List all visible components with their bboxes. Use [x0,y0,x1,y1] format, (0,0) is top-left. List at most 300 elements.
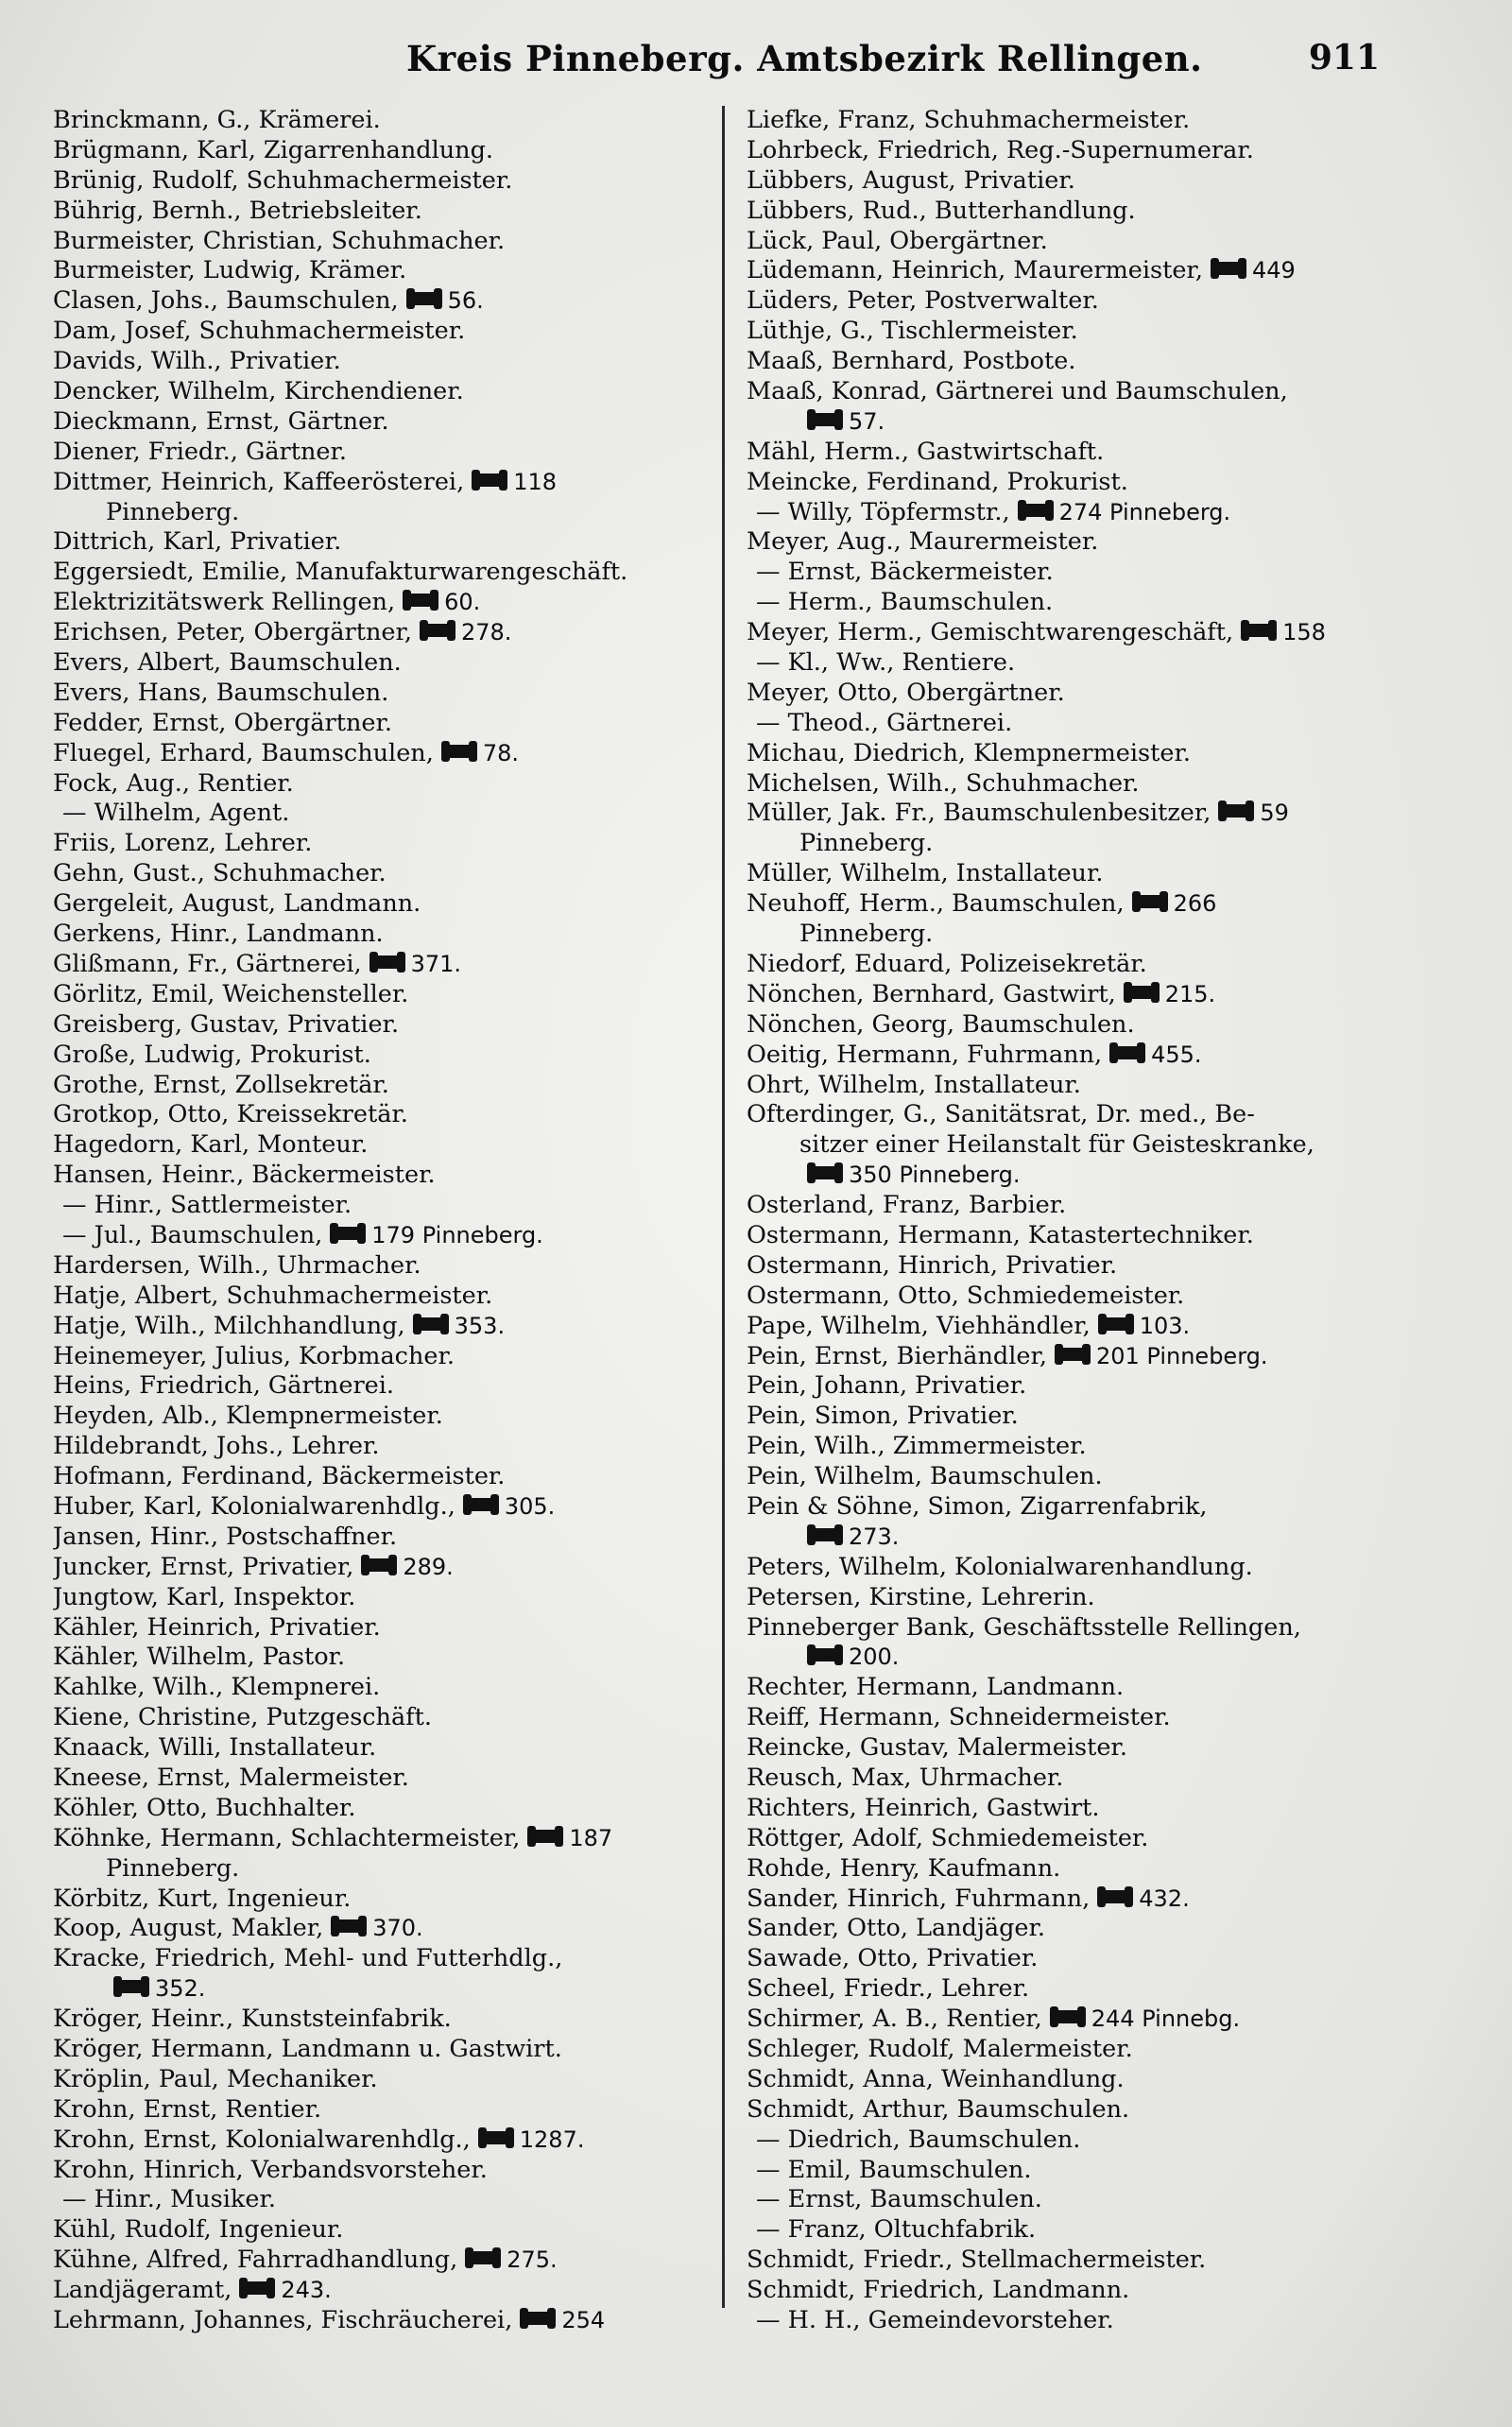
directory-entry [53,1854,733,1885]
directory-entry [53,106,733,136]
phone-number: 455. [1151,1041,1202,1068]
column-divider [722,106,725,2308]
entry-text: Dittmer, Heinrich, Kaffeerösterei, [53,467,465,496]
entry-text: Eggersiedt, Emilie, Manufakturwarengeschäft. [53,558,628,587]
entry-text: — Diedrich, Baumschulen. [756,2125,1081,2154]
entry-text: Kühne, Alfred, Fahrradhandlung, [53,2246,458,2275]
directory-entry [53,648,733,679]
phone-number: 200. [849,1644,900,1671]
phone-number: 57. [849,407,885,435]
entry-text: Kähler, Wilhelm, Pastor. [53,1643,346,1672]
directory-entry [53,197,733,227]
directory-entry [53,1282,733,1312]
entry-text: Kühl, Rudolf, Ingenieur. [53,2215,344,2245]
directory-entry [747,2185,1408,2215]
phone-number: 353. [454,1312,506,1339]
entry-text: Hansen, Heinr., Bäckermeister. [53,1161,436,1190]
telephone-icon [363,1558,395,1572]
directory-entry [53,1191,733,1221]
directory-entry [53,1010,733,1041]
directory-entry [747,2156,1408,2186]
entry-text: Röttger, Adolf, Schmiedemeister. [747,1823,1149,1852]
entry-text: Fedder, Ernst, Obergärtner. [53,708,392,737]
entry-text: Kracke, Friedrich, Mehl- und Futterhdlg., [53,1944,563,1973]
directory-entry [53,1553,733,1583]
directory-entry [53,2156,733,2186]
directory-entry [53,1100,733,1130]
telephone-icon [467,2251,499,2264]
entry-text: Dittrich, Karl, Privatier. [53,527,342,557]
directory-entry [53,1130,733,1161]
telephone-icon [473,473,506,487]
entry-text: Krohn, Ernst, Kolonialwarenhdlg., [53,2125,471,2154]
entry-text: Reiff, Hermann, Schneidermeister. [747,1703,1171,1732]
entry-text: Mähl, Herm., Gastwirtschaft. [747,437,1105,466]
directory-entry [747,1402,1408,1432]
entry-text: Lübbers, August, Privatier. [747,165,1075,195]
entry-text: Osterland, Franz, Barbier. [747,1191,1067,1220]
directory-entry [53,2035,733,2065]
telephone-icon [809,1648,841,1661]
directory-entry [53,347,733,377]
directory-entry [747,1010,1408,1041]
directory-entry [53,1885,733,1915]
entry-text: Scheel, Friedr., Lehrer. [747,1974,1030,2004]
directory-entry [747,1251,1408,1282]
phone-number: 244 Pinnebg. [1091,2005,1241,2033]
entry-text: — Willy, Töpfermstr., [756,497,1010,526]
directory-entry [53,1312,733,1342]
directory-entry [53,1371,733,1402]
directory-entry [53,709,733,739]
entry-text: Gergeleit, August, Landmann. [53,889,421,919]
directory-entry [747,920,1408,950]
directory-entry [747,498,1408,528]
entry-text: Pein, Simon, Privatier. [747,1402,1019,1431]
directory-entry [53,136,733,166]
telephone-icon [1099,1890,1131,1903]
telephone-icon [809,413,841,426]
telephone-icon [443,745,475,758]
entry-text: — Emil, Baumschulen. [756,2155,1032,2184]
directory-entry [53,498,733,528]
directory-entry [53,2065,733,2095]
directory-entry [747,106,1408,136]
entry-text: Pinneberg. [799,920,934,949]
entry-text: — Hinr., Musiker. [62,2185,276,2214]
directory-entry [53,588,733,618]
entry-text: Köhnke, Hermann, Schlachtermeister, [53,1823,521,1852]
directory-entry [747,1854,1408,1885]
entry-text: Richters, Heinrich, Gastwirt. [747,1793,1100,1822]
phone-number: 59 [1260,800,1289,827]
directory-entry [747,1944,1408,1974]
directory-entry [53,950,733,980]
directory-entry [747,1130,1408,1161]
phone-number: 201 Pinneberg. [1095,1342,1268,1369]
directory-entry [747,980,1408,1010]
directory-entry [747,889,1408,920]
entry-text: Michau, Diedrich, Klempnermeister. [747,738,1191,767]
directory-entry [747,1312,1408,1342]
entry-text: Dieckmann, Ernst, Gärtner. [53,406,389,436]
entry-text: Meyer, Herm., Gemischtwarengeschäft, [747,618,1234,647]
entry-text: Huber, Karl, Kolonialwarenhdlg., [53,1491,455,1521]
directory-entry [747,1643,1408,1673]
telephone-icon [1125,986,1158,999]
phone-number: 266 [1173,890,1217,918]
directory-entry [53,527,733,558]
directory-entry [53,1462,733,1492]
entry-text: Erichsen, Peter, Obergärtner, [53,618,412,647]
telephone-icon [522,2312,554,2325]
directory-entry [747,1282,1408,1312]
entry-text: Rohde, Henry, Kaufmann. [747,1853,1061,1883]
directory-entry [747,1703,1408,1733]
directory-entry [747,618,1408,648]
directory-entry [747,588,1408,618]
entry-text: Pein, Johann, Privatier. [747,1371,1027,1401]
entry-text: Juncker, Ernst, Privatier, [53,1552,354,1581]
entry-text: — Ernst, Baumschulen. [756,2185,1042,2214]
entry-text: Pein, Wilh., Zimmermeister. [747,1432,1087,1461]
directory-entry [747,1553,1408,1583]
directory-entry [53,1492,733,1523]
directory-entry [53,1794,733,1824]
directory-entry [53,739,733,769]
entry-text: Hildebrandt, Johs., Lehrer. [53,1432,380,1461]
entry-text: Rechter, Hermann, Landmann. [747,1673,1125,1702]
telephone-icon [1111,1046,1143,1059]
phone-number: 278. [461,619,512,646]
entry-text: Sawade, Otto, Privatier. [747,1944,1039,1973]
directory-entry [747,799,1408,829]
entry-text: Kröger, Heinr., Kunststeinfabrik. [53,2005,452,2034]
directory-entry [53,1974,733,2005]
telephone-icon [371,955,404,969]
entry-text: sitzer einer Heilanstalt für Geisteskranke, [799,1130,1314,1160]
entry-text: — Kl., Ww., Rentiere. [756,648,1016,678]
entry-text: Gerkens, Hinr., Landmann. [53,920,384,949]
directory-entry [747,227,1408,257]
directory-entry [53,1764,733,1794]
directory-entry [53,558,733,588]
page-number: 911 [1308,38,1380,77]
directory-entry [53,2215,733,2246]
entry-text: Müller, Jak. Fr., Baumschulenbesitzer, [747,799,1211,828]
entry-text: Petersen, Kirstine, Lehrerin. [747,1582,1095,1611]
directory-entry [747,1161,1408,1191]
entry-text: Kröger, Hermann, Landmann u. Gastwirt. [53,2035,562,2063]
entry-text: Nönchen, Bernhard, Gastwirt, [747,979,1116,1008]
directory-entry [747,709,1408,739]
directory-entry [747,558,1408,588]
telephone-icon [404,594,437,607]
directory-entry [747,2215,1408,2246]
entry-text: Müller, Wilhelm, Installateur. [747,859,1104,888]
entry-text: Liefke, Franz, Schuhmachermeister. [747,106,1191,134]
directory-entry [53,227,733,257]
entry-text: — Herm., Baumschulen. [756,588,1054,617]
entry-text: — Franz, Oltuchfabrik. [756,2215,1037,2245]
entry-text: Pinneberger Bank, Geschäftsstelle Rellingen, [747,1612,1301,1642]
entry-text: Jungtow, Karl, Inspektor. [53,1582,356,1611]
entry-text: Lüthje, G., Tischlermeister. [747,317,1078,346]
directory-entry [747,1432,1408,1462]
entry-text: Jansen, Hinr., Postschaffner. [53,1522,398,1551]
entry-text: Knaack, Willi, Installateur. [53,1733,377,1763]
directory-entry [747,1733,1408,1764]
entry-text: Neuhoff, Herm., Baumschulen, [747,889,1125,919]
entry-text: Heinemeyer, Julius, Korbmacher. [53,1341,455,1370]
entry-text: Lück, Paul, Obergärtner. [747,226,1048,255]
directory-entry [747,679,1408,709]
entry-text: Meyer, Aug., Maurermeister. [747,527,1099,557]
telephone-icon [1134,895,1166,908]
entry-text: Kröplin, Paul, Mechaniker. [53,2064,378,2093]
directory-entry [747,2126,1408,2156]
phone-number: 370. [372,1915,423,1942]
directory-entry [53,1613,733,1644]
directory-entry [53,317,733,347]
directory-entry [747,950,1408,980]
telephone-icon [480,2131,512,2144]
telephone-icon [1100,1317,1132,1331]
phone-number: 56. [447,287,484,315]
entry-text: Koop, August, Makler, [53,1914,324,1943]
directory-entry [747,648,1408,679]
directory-entry [747,347,1408,377]
phone-number: 1287. [519,2126,585,2153]
directory-entry [747,2276,1408,2306]
entry-text: Hatje, Wilh., Milchhandlung, [53,1311,405,1340]
entry-text: Ohrt, Wilhelm, Installateur. [747,1070,1081,1099]
telephone-icon [333,1919,365,1933]
entry-text: Brinckmann, G., Krämerei. [53,106,381,134]
directory-entry [53,1733,733,1764]
directory-entry [747,1914,1408,1944]
directory-entry [53,1673,733,1703]
phone-number: 179 Pinneberg. [371,1221,543,1248]
entry-text: Krohn, Ernst, Rentier. [53,2094,322,2124]
entry-text: Maaß, Bernhard, Postbote. [747,347,1076,376]
directory-entry [747,1794,1408,1824]
directory-entry [747,1492,1408,1523]
entry-text: Glißmann, Fr., Gärtnerei, [53,949,362,978]
directory-entry [747,1673,1408,1703]
directory-entry [747,1221,1408,1251]
entry-text: Ostermann, Hinrich, Privatier. [747,1250,1118,1280]
entry-text: Clasen, Johs., Baumschulen, [53,286,399,316]
phone-number: 118 [513,468,558,495]
telephone-icon [1243,624,1275,637]
entry-text: Heyden, Alb., Klempnermeister. [53,1402,443,1431]
phone-number: 60. [444,589,481,616]
directory-entry [53,2246,733,2276]
directory-entry [747,1071,1408,1101]
entry-text: Ostermann, Hermann, Katastertechniker. [747,1220,1254,1249]
entry-text: Hatje, Albert, Schuhmachermeister. [53,1281,493,1310]
directory-entry [747,739,1408,769]
entry-text: Diener, Friedr., Gärtner. [53,437,347,466]
directory-entry [53,286,733,317]
directory-entry [53,799,733,829]
phone-number: 254 [561,2307,606,2334]
directory-entry [53,1071,733,1101]
telephone-icon [415,1317,447,1331]
telephone-icon [332,1227,364,1240]
entry-text: Lohrbeck, Friedrich, Reg.-Supernumerar. [747,135,1254,164]
directory-entry [747,407,1408,438]
entry-text: Brünig, Rudolf, Schuhmachermeister. [53,165,513,195]
entry-text: Friis, Lorenz, Lehrer. [53,829,313,858]
directory-entry [53,618,733,648]
entry-text: — Hinr., Sattlermeister. [62,1191,352,1220]
telephone-icon [529,1830,561,1843]
directory-entry [747,2035,1408,2065]
directory-entry [53,438,733,468]
phone-number: 289. [403,1553,454,1580]
directory-entry [53,889,733,920]
directory-entry [747,377,1408,407]
entry-text: Greisberg, Gustav, Privatier. [53,1009,400,1039]
telephone-icon [1212,262,1245,275]
directory-entry [53,1161,733,1191]
entry-text: Körbitz, Kurt, Ingenieur. [53,1884,352,1913]
entry-text: Nönchen, Georg, Baumschulen. [747,1009,1135,1039]
phone-number: 78. [482,739,520,766]
directory-entry [747,1462,1408,1492]
directory-entry [53,2306,733,2336]
phone-number: 350 Pinneberg. [849,1162,1021,1189]
entry-text: Fock, Aug., Rentier. [53,768,294,798]
entry-text: Schleger, Rudolf, Malermeister. [747,2035,1133,2063]
directory-entry [53,1944,733,1974]
entry-text: Lübbers, Rud., Butterhandlung. [747,196,1136,225]
entry-text: — Theod., Gärtnerei. [756,708,1013,737]
entry-text: Gehn, Gust., Schuhmacher. [53,859,387,888]
phone-number: 449 [1251,257,1296,284]
telephone-icon [1052,2010,1084,2023]
entry-text: Pein & Söhne, Simon, Zigarrenfabrik, [747,1491,1208,1521]
entry-text: Meyer, Otto, Obergärtner. [747,678,1065,707]
entry-text: Köhler, Otto, Buchhalter. [53,1793,356,1822]
directory-entry [53,859,733,889]
telephone-icon [408,292,440,305]
directory-entry [53,1221,733,1251]
entry-text: Oeitig, Hermann, Fuhrmann, [747,1040,1103,1069]
directory-entry [747,317,1408,347]
directory-entry [747,1974,1408,2005]
entry-text: — Jul., Baumschulen, [62,1220,323,1249]
telephone-icon [1020,504,1052,517]
entry-text: Lüdemann, Heinrich, Maurermeister, [747,256,1203,285]
entry-text: Michelsen, Wilh., Schuhmacher. [747,768,1140,798]
directory-entry [747,438,1408,468]
entry-text: Krohn, Hinrich, Verbandsvorsteher. [53,2155,488,2184]
directory-entry [53,829,733,859]
directory-entry [747,468,1408,498]
directory-entry [747,197,1408,227]
entry-text: Lehrmann, Johannes, Fischräucherei, [53,2306,513,2335]
entry-text: Pape, Wilhelm, Viehhändler, [747,1311,1091,1340]
telephone-icon [1057,1348,1089,1361]
directory-entry [747,1523,1408,1553]
entry-text: Sander, Hinrich, Fuhrmann, [747,1884,1091,1913]
entry-text: — H. H., Gemeindevorsteher. [756,2306,1114,2335]
directory-entry [747,1191,1408,1221]
directory-entry [53,920,733,950]
directory-entry [53,1643,733,1673]
entry-text: Hardersen, Wilh., Uhrmacher. [53,1250,421,1280]
phone-number: 243. [281,2277,332,2304]
entry-text: Heins, Friedrich, Gärtnerei. [53,1371,394,1401]
entry-text: Ostermann, Otto, Schmiedemeister. [747,1281,1185,1310]
entry-text: Burmeister, Ludwig, Krämer. [53,256,407,285]
left-column [53,106,733,2336]
entry-text: Bührig, Bernh., Betriebsleiter. [53,196,422,225]
directory-entry [53,2276,733,2306]
entry-text: Brügmann, Karl, Zigarrenhandlung. [53,135,494,164]
phone-number: 215. [1164,980,1216,1007]
phone-number: 305. [504,1492,556,1520]
directory-entry [53,468,733,498]
directory-entry [53,1251,733,1282]
entry-text: Sander, Otto, Landjäger. [747,1914,1045,1943]
telephone-icon [115,1980,147,1993]
entry-text: Grothe, Ernst, Zollsekretär. [53,1070,389,1099]
directory-entry [747,1371,1408,1402]
directory-entry [747,1764,1408,1794]
telephone-icon [241,2281,273,2295]
entry-text: Kiene, Christine, Putzgeschäft. [53,1703,432,1732]
entry-text: Niedorf, Eduard, Polizeisekretär. [747,949,1147,978]
entry-text: Schirmer, A. B., Rentier, [747,2005,1042,2034]
directory-entry [53,2126,733,2156]
phone-number: 432. [1139,1885,1190,1912]
telephone-icon [1220,804,1252,818]
entry-text: Pein, Wilhelm, Baumschulen. [747,1462,1103,1491]
directory-entry [747,1583,1408,1613]
directory-entry [53,679,733,709]
phone-number: 273. [849,1523,900,1550]
directory-entry [747,527,1408,558]
directory-entry [747,2095,1408,2126]
entry-text: Kahlke, Wilh., Klempnerei. [53,1673,381,1702]
directory-entry [53,980,733,1010]
entry-text: Große, Ludwig, Prokurist. [53,1040,371,1069]
right-column [747,106,1408,2336]
phone-number: 158 [1282,619,1326,646]
directory-entry [747,769,1408,800]
directory-entry [747,2246,1408,2276]
telephone-icon [809,1166,841,1179]
directory-entry [53,1342,733,1372]
directory-entry [747,1041,1408,1071]
entry-text: Fluegel, Erhard, Baumschulen, [53,738,434,767]
directory-entry [53,2185,733,2215]
entry-text: Landjägeramt, [53,2276,232,2305]
directory-entry [747,286,1408,317]
directory-entry [53,2005,733,2035]
entry-text: Schmidt, Arthur, Baumschulen. [747,2094,1130,2124]
directory-entry [747,1885,1408,1915]
directory-entry [53,1703,733,1733]
entry-text: Evers, Hans, Baumschulen. [53,678,389,707]
directory-entry [747,859,1408,889]
directory-entry [53,1523,733,1553]
phone-number: 103. [1139,1312,1191,1339]
